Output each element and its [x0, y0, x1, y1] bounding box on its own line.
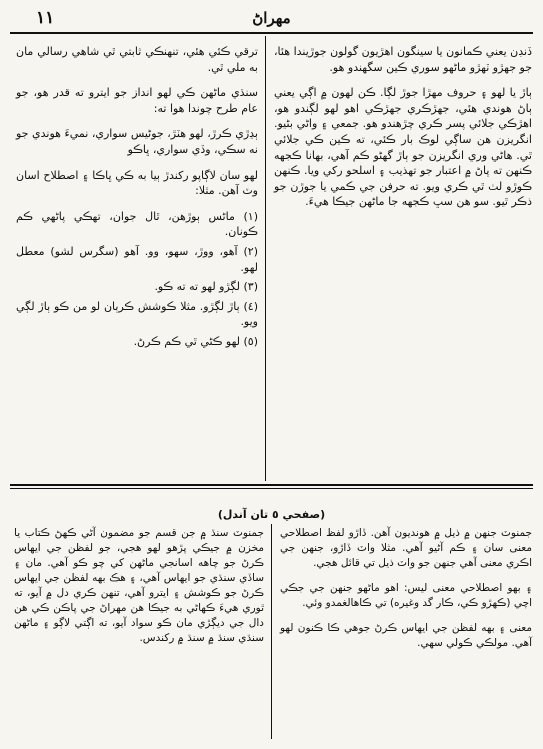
- footnote-left-column: [14, 526, 264, 656]
- header-rule: [10, 32, 533, 34]
- footnote-rule-bottom: [10, 488, 533, 489]
- footnote-heading: (صفحي ٥ تان آندل): [217, 508, 326, 521]
- footnote-column-divider: [271, 524, 272, 739]
- page-number: ١١: [36, 8, 55, 28]
- footnote-right-paragraph-2: ۽ بهو اصطلاحي معنى ليس: اهو ماڻهو جنهن جي جڪي اچي (ڪهڙو ڪي، ڪار گد وغيره) تي ڪاهالغمدو وئي.: [280, 582, 532, 609]
- column-divider: [265, 36, 266, 481]
- footnote-right-column: [280, 526, 532, 661]
- list-item: (٢) آهو، ووڙ، سهو، وو. آهو (سگرس لشو) معطل لهو.: [16, 244, 258, 274]
- footnote-right-paragraph-3: معنى ۽ بهه لفظن جي ايهاس ڪرڻ جوهي ڪا ڪنون لهو آهي. مولڪي ڪولي سهي.: [280, 622, 532, 649]
- page-header: [10, 8, 533, 30]
- verse: ٻڍڙي ڪرڙ، لهو هٽڙ، جوڻيس سواري، نميءَ هوندي جو نه سڪي، وڏي سواري، ڀاڪو: [16, 127, 258, 156]
- list-item: (٤) ٻاڙ لڳڙو. مثلا ڪوشش ڪرٻان لو من ڪو ٻاڙ لڳي ويو.: [16, 299, 258, 329]
- left-paragraph-1: ترقي ڪئي هئي، تنهنڪي ثابتي ٿي شاهي رسالي مان به ملي ٿي.: [16, 45, 258, 74]
- numbered-list: [16, 209, 258, 350]
- footnote-right-paragraph-1: جمنوٽ جنهن ۾ ذيل ۾ هونديون آهن. ڏاڙو لفظ اصطلاحي معنى سان ۽ ڪم آڻيو آهي. مثلا واٽ ڏاڙو، جنهن جي اڪري معنى آهي جنهن جو واٽ ذيل تي قائل هجي.: [280, 527, 532, 569]
- footnote-rule-top: [10, 484, 533, 486]
- right-column: [274, 44, 532, 220]
- left-paragraph-2: سنڌي ماڻهن ڪي لهو انداز جو ايترو ته قدر هو، جو عام طرح چوندا هوا ته:: [16, 86, 258, 115]
- left-column: [16, 44, 258, 358]
- list-item: (٥) لهو ڪڻي ٿي ڪم ڪرڻ.: [133, 334, 258, 348]
- list-item: (٣) لڳڙو لهو ته ته ڪو.: [154, 280, 258, 294]
- footnote-left-paragraph-1: جمنوٽ سنڌ ۾ جن قسم جو مضمون آڻي ڪهڻ ڪتاب يا مخزن ۾ جيڪي پڙهو لهو هجي، جو لفظن جي ايهاس ڪرڻ جو چاهه اسانجي ماڻهن کي چو ڪو آهي. مان ۽ ساڏي سنڌي جو ايهاس آهي، ۽ هڪ بهه لفظن جي ايهاس ڪرڻ جو ڪوشش ۽ ايترو آهي، تنهن ڪري دل ۾ آيو، ته ٿوري هيءَ ڪهاڻي به جيڪا هن مهراڻ جي پاڪن ڪي هن دال جي ديڳڙي مان ڪو سواد آيو، ته اڳتي لاڳو ۽ ماڻهن سنڌي سنڌ ۾ سنڌ ۾ رکندس.: [14, 527, 264, 644]
- page-title: مهراڻ: [252, 9, 291, 27]
- right-paragraph-2: ٻاڙ يا لهو ۽ حروف مهڙا جوڙ لڳا. ڪن لهون ۾ اڳي يعني ٻاڻ هوندي هئي، جهڙڪري جهڙڪي اهو لهو لڳندو هو، اهڙڪي جلائي پسر ڪري چڙهندو هو. جمعي ۽ واڻي بڻيو. انگريزن هن ساڳي لوڪ بار ڪئي، ته ڪين ڪي جلائي ٿي. هاڻي وري انگريزن جو ٻاڙ گهڻو ڪم آهي، بهانا ڪجهه ڪنهن ته پاڻ ۾ اعتبار جو تهذيب ۽ اسلحو رکي ويا. ڪنهن ڪوڙو لٺ ٿي ڪري ويو. ته حرفن جي ڪمي يا جوڙن جو ذڪر ٿيو. سو هن سڀ ڪجهه جا ماڻهن جيڪا هيءَ.: [274, 86, 532, 209]
- list-item: (١) ماڻس ٻوڙهن، ٿال جوان، تهڪي پاڻهي ڪم ڪونان.: [16, 209, 258, 239]
- right-paragraph-1: ڏنڊن يعني ڪمانون يا سينگون اهڙيون گولون جوڙيندا هئا، جو جهڙو ٽهڙو ماڻهو سوري ڪين سگهندو هو.: [274, 45, 532, 74]
- left-paragraph-3: لهو سان لاڳاپو رکندڙ ٻيا به ڪي ڀاڪا ۽ اصطلاح اسان وٽ آهن. مثلا:: [16, 168, 258, 198]
